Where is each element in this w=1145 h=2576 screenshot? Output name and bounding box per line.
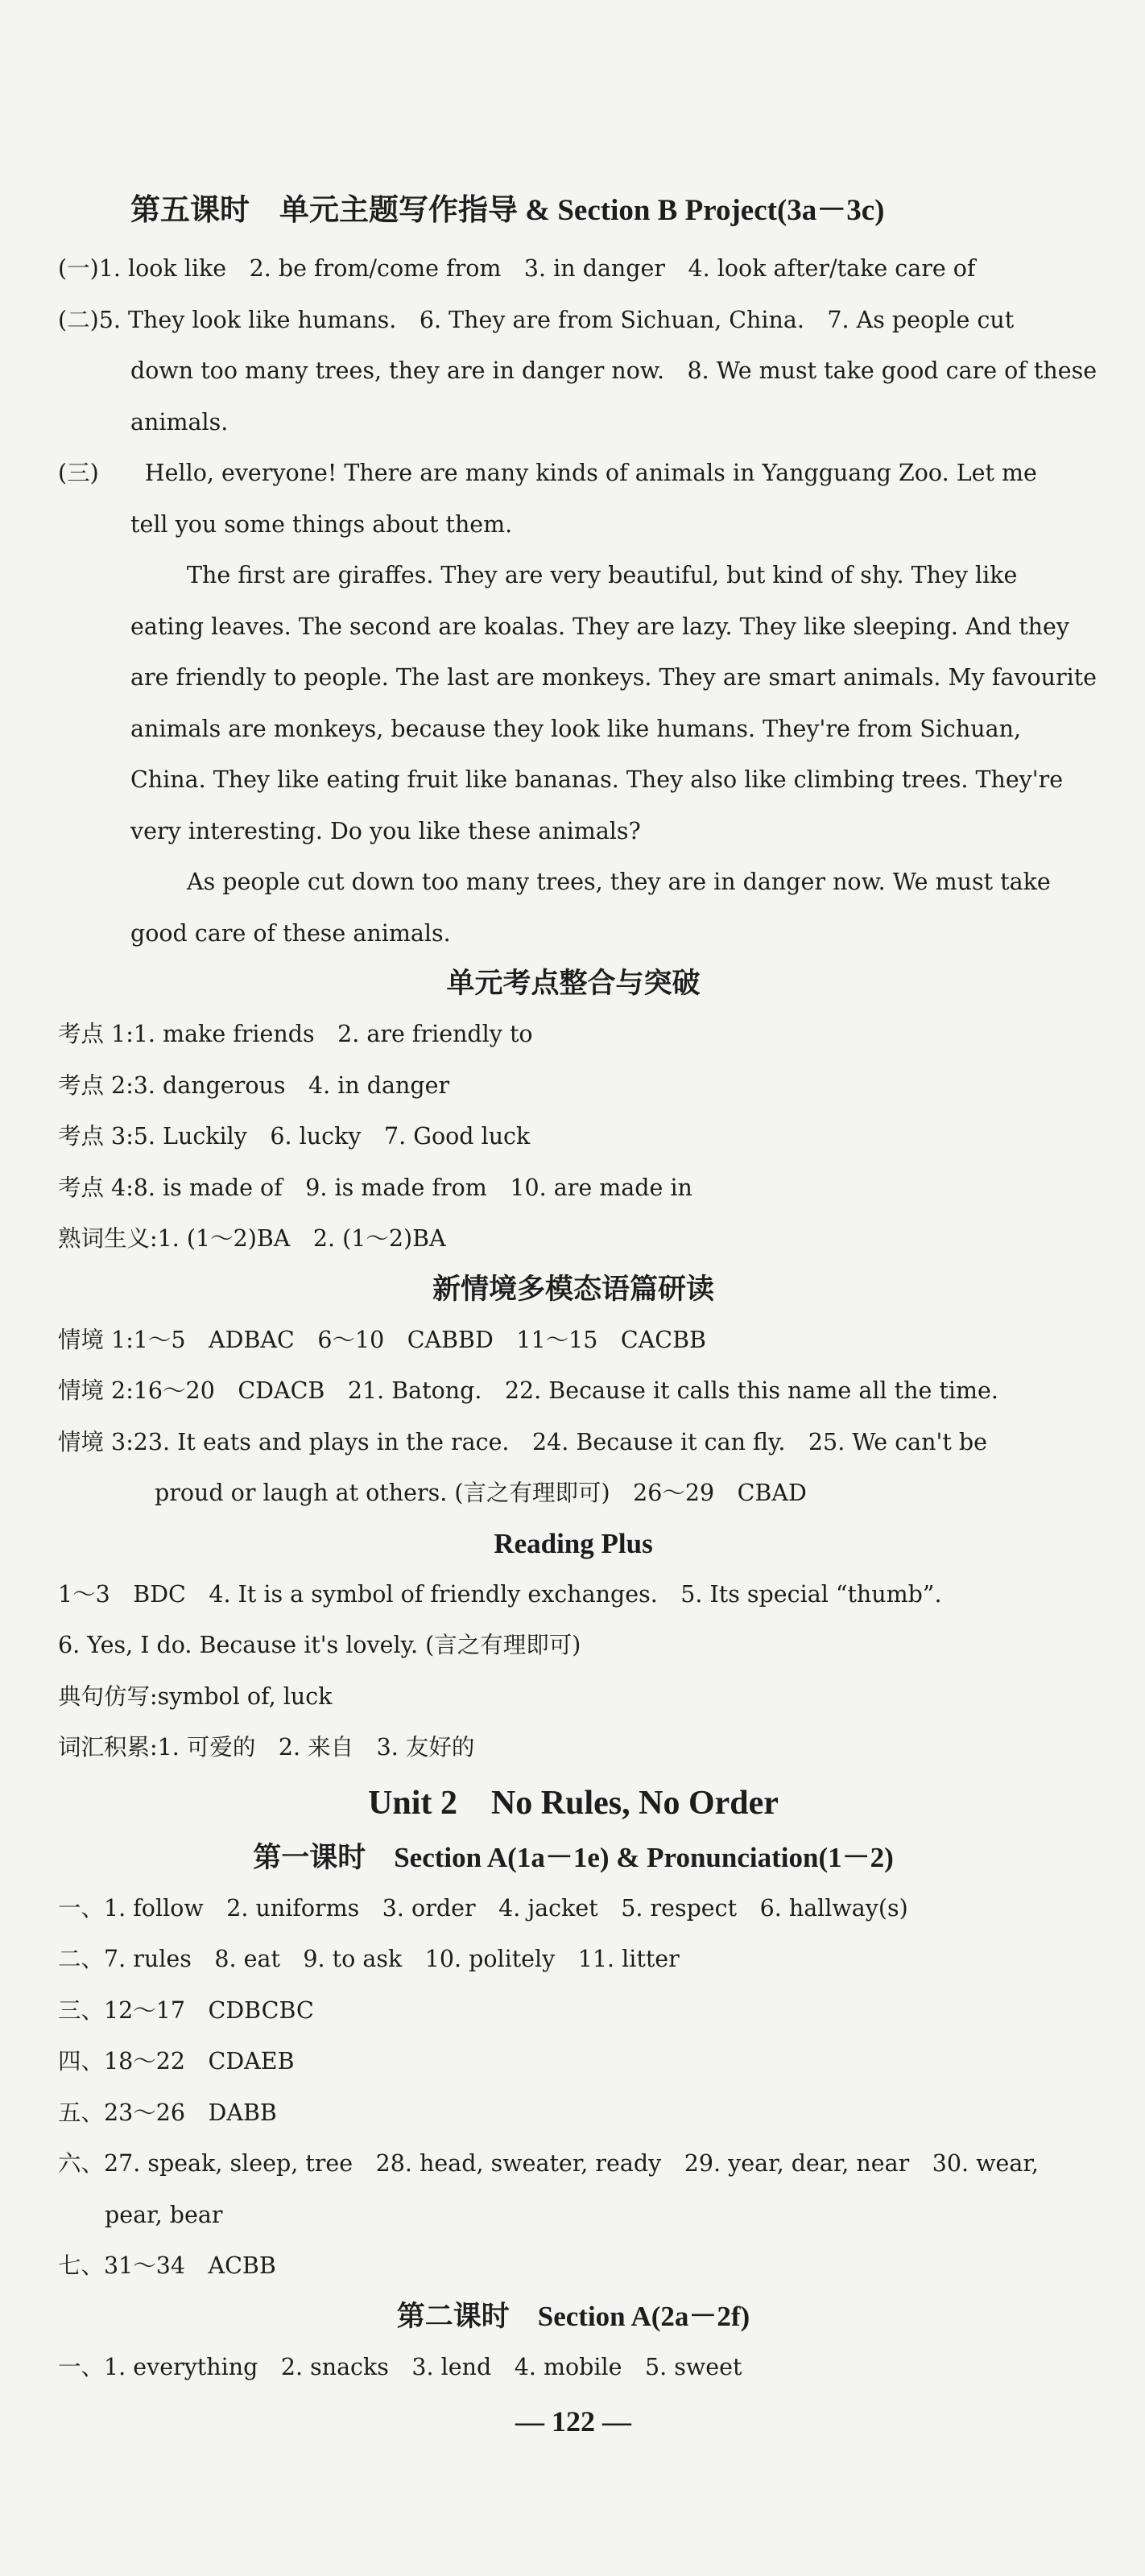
unit2-lesson1-part2: 二、7. rules 8. eat 9. to ask 10. politely 11. litter [58,1946,680,1972]
essay-para3-line2: good care of these animals. [130,919,451,947]
essay-para2-line4: animals are monkeys, because they look like humans. They're from Sichuan, [130,715,1022,742]
essay-para2-line6: very interesting. Do you like these animals? [130,817,641,844]
reading-situation-3-line1: 情境 3:23. It eats and plays in the race. 24. Because it can fly. 25. We can't be [58,1428,987,1455]
unit2-lesson1-part7: 七、31～34 ACBB [58,2252,276,2279]
unit2-lesson2-part1: 一、1. everything 2. snacks 3. lend 4. mobile 5. sweet [58,2353,742,2380]
answer-content [58,187,1097,2446]
unit2-lesson1-heading: 第一课时 Section A(1a－1e) & Pronunciation(1－2) [253,1841,894,1873]
unit2-lesson1-part1: 一、1. follow 2. uniforms 3. order 4. jacket 5. respect 6. hallway(s) [58,1894,908,1922]
reading-situation-3-line2: proud or laugh at others. (言之有理即可) 26～29 CBAD [155,1480,807,1506]
essay-para2-line3: are friendly to people. The last are monkeys. They are smart animals. My favourite [130,664,1097,691]
reading-plus-line2: 6. Yes, I do. Because it's lovely. (言之有理即可) [58,1632,581,1658]
reading-heading: 新情境多模态语篇研读 [432,1273,714,1305]
unit2-lesson1-part5: 五、23～26 DABB [58,2099,277,2126]
reading-situation-1: 情境 1:1～5 ADBAC 6～10 CABBD 11～15 CACBB [58,1326,706,1353]
reading-plus-line3: 典句仿写:symbol of, luck [58,1682,333,1710]
essay-para2-line2: eating leaves. The second are koalas. They are lazy. They like sleeping. And they [130,613,1070,640]
unit2-lesson1-part6-line1: 六、27. speak, sleep, tree 28. head, sweater, ready 29. year, dear, near 30. wear, [58,2150,1039,2177]
reading-situation-2: 情境 2:16～20 CDACB 21. Batong. 22. Because it calls this name all the time. [58,1377,998,1404]
essay-para2-line5: China. They like eating fruit like bananas. They also like climbing trees. They're [130,766,1064,793]
lesson5-part2-line2: down too many trees, they are in danger now. 8. We must take good care of these [130,357,1097,384]
review-point-4: 考点 4:8. is made of 9. is made from 10. are made in [58,1174,692,1201]
essay-para2-line1: The first are giraffes. They are very beautiful, but kind of shy. They like [187,562,1018,588]
lesson5-part3-line1: (三) Hello, everyone! There are many kinds of animals in Yangguang Zoo. Let me [58,460,1037,486]
unit2-lesson1-part4: 四、18～22 CDAEB [58,2048,295,2074]
unit2-lesson1-part3: 三、12～17 CDBCBC [58,1996,314,2024]
lesson5-part1: (一)1. look like 2. be from/come from 3. in danger 4. look after/take care of [58,255,976,282]
review-heading: 单元考点整合与突破 [446,968,701,999]
review-point-1: 考点 1:1. make friends 2. are friendly to [58,1021,533,1047]
lesson5-part3-line2: tell you some things about them. [130,510,513,538]
unit2-lesson1-part6-line2: pear, bear [105,2201,223,2228]
review-point-3: 考点 3:5. Luckily 6. lucky 7. Good luck [58,1123,531,1150]
essay-para3-line1: As people cut down too many trees, they are in danger now. We must take [187,869,1051,895]
reading-plus-line4: 词汇积累:1. 可爱的 2. 来自 3. 友好的 [58,1734,475,1761]
review-point-2: 考点 2:3. dangerous 4. in danger [58,1071,450,1099]
review-point-5: 熟词生义:1. (1～2)BA 2. (1～2)BA [58,1225,446,1252]
reading-plus-line1: 1～3 BDC 4. It is a symbol of friendly exchanges. 5. Its special “thumb”. [58,1580,942,1608]
lesson5-heading: 第五课时 单元主题写作指导 & Section B Project(3a－3c) [130,194,885,227]
lesson5-part2-line1: (二)5. They look like humans. 6. They are from Sichuan, China. 7. As people cut [58,306,1015,333]
page-number: — 122 — [515,2405,631,2438]
lesson5-part2-line3: animals. [130,408,229,436]
reading-plus-heading: Reading Plus [494,1527,653,1559]
unit2-heading: Unit 2 No Rules, No Order [368,1784,779,1822]
unit2-lesson2-heading: 第二课时 Section A(2a－2f) [396,2300,750,2332]
